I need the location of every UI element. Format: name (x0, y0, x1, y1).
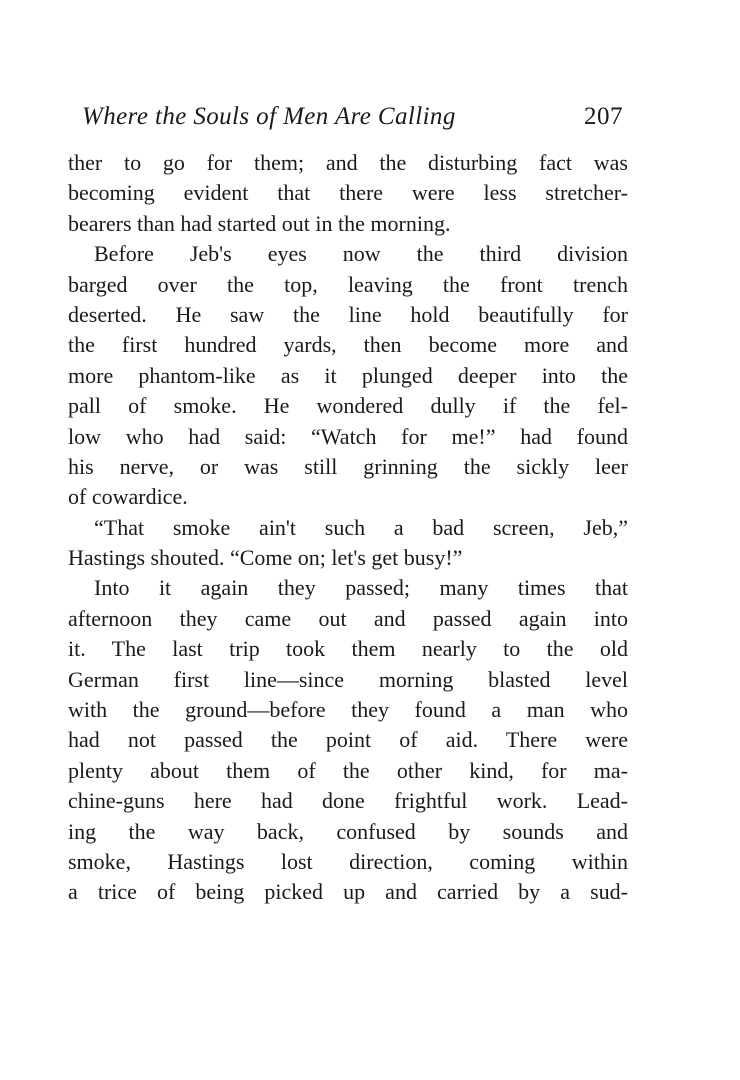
text-line: deserted. He saw the line hold beautifully for (68, 301, 628, 327)
text-line: his nerve, or was still grinning the sickly leer (68, 453, 628, 479)
text-line: afternoon they came out and passed again into (68, 605, 628, 631)
text-line: chine-guns here had done frightful work. Lead- (68, 788, 628, 814)
text-line: with the ground—before they found a man who (68, 697, 628, 723)
running-title: Where the Souls of Men Are Calling (82, 103, 456, 130)
text-line: the first hundred yards, then become more and (68, 332, 628, 358)
text-line: ing the way back, confused by sounds and (68, 818, 628, 844)
text-line: barged over the top, leaving the front trench (68, 271, 628, 297)
text-line: more phantom-like as it plunged deeper into the (68, 362, 628, 388)
text-line: low who had said: “Watch for me!” had found (68, 423, 628, 449)
text-line: plenty about them of the other kind, for ma- (68, 757, 628, 783)
text-line: smoke, Hastings lost direction, coming within (68, 848, 628, 874)
text-line: bearers than had started out in the morning. (68, 210, 451, 236)
text-line: German first line—since morning blasted level (68, 666, 628, 692)
text-line: pall of smoke. He wondered dully if the fel- (68, 393, 628, 419)
running-head (82, 101, 627, 133)
text-line: ther to go for them; and the disturbing fact was (68, 150, 628, 175)
text-line: had not passed the point of aid. There were (68, 727, 628, 753)
text-line: Into it again they passed; many times that (94, 575, 628, 601)
body-text (68, 148, 628, 908)
text-line: becoming evident that there were less stretcher- (68, 180, 628, 206)
text-line: Hastings shouted. “Come on; let's get busy!” (68, 545, 463, 571)
text-line: “That smoke ain't such a bad screen, Jeb,” (94, 514, 628, 540)
text-line: it. The last trip took them nearly to the old (68, 636, 628, 662)
text-line: of cowardice. (68, 484, 188, 510)
page-number: 207 (584, 103, 623, 130)
text-line: Before Jeb's eyes now the third division (94, 241, 628, 267)
text-line: a trice of being picked up and carried by a sud- (68, 879, 628, 905)
